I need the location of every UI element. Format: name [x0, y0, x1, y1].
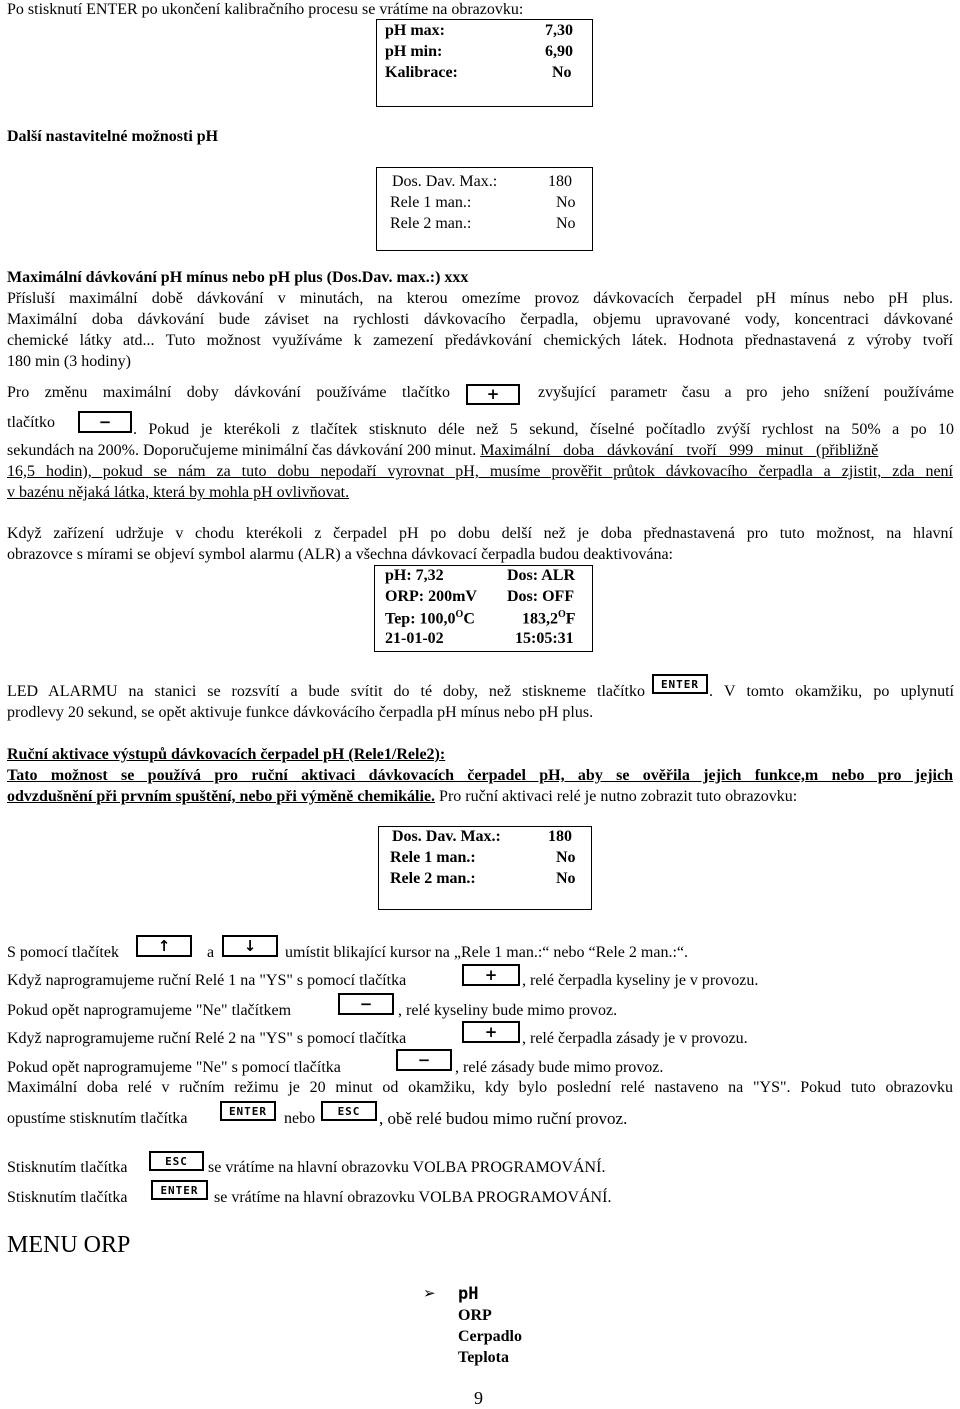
degree-sign: O [558, 609, 566, 620]
max-dosing-line-9: v bazénu nějaká látka, která by mohla pH ovlivňovat. [7, 484, 350, 501]
alarm-screen-right-1: Dos: OFF [507, 588, 575, 605]
max-dosing-line-5a: Pro změnu maximální doby dávkování používáme tlačítko [7, 384, 450, 401]
s1-b: a [207, 944, 215, 961]
enter-key-button[interactable] [652, 674, 708, 694]
menu-orp-heading: MENU ORP [7, 1232, 131, 1258]
max-dosing-line-7a: sekundách na 200%. Doporučujeme minimální čas dávkování 200 minut. [7, 442, 481, 459]
enter-icon: ENTER [160, 1183, 199, 1197]
manual-screen-label-1: Rele 1 man.: [390, 849, 476, 866]
esc-icon: ESC [337, 1104, 361, 1118]
s9-a: Stisknutím tlačítka [7, 1189, 128, 1206]
s2-a: Když naprogramujeme ruční Relé 1 na "YS" s pomocí tlačítka [7, 972, 407, 989]
s4-a: Když naprogramujeme ruční Relé 2 na "YS" s pomocí tlačítka [7, 1030, 407, 1047]
enter-icon: ENTER [660, 677, 700, 691]
minus-icon: − [417, 1050, 431, 1069]
screen2-label-0: Dos. Dav. Max.: [392, 173, 498, 190]
led-line-b: . V tomto okamžiku, po uplynutí [709, 683, 954, 700]
page-number: 9 [474, 1388, 483, 1408]
s9-b: se vrátíme na hlavní obrazovku VOLBA PROGRAMOVÁNÍ. [214, 1189, 612, 1206]
screen2-label-2: Rele 2 man.: [390, 215, 472, 232]
plus-key-button[interactable] [466, 384, 520, 405]
manual-line-2-rest: Pro ruční aktivaci relé je nutno zobrazit tuto obrazovku: [435, 788, 798, 805]
enter-key-button-3[interactable] [151, 1180, 208, 1200]
led-line-a: LED ALARMU na stanici se rozsvítí a bude svítit do té doby, než stiskneme tlačítko [7, 683, 645, 700]
alarm-screen-left-0: pH: 7,32 [385, 567, 444, 584]
max-dosing-line-7 [7, 441, 878, 461]
plus-key-button-2[interactable] [462, 964, 520, 986]
temp-f-unit: F [565, 610, 576, 628]
s1-c: umístit blikající kursor na „Rele 1 man.:“ nebo “Rele 2 man.:“. [285, 944, 688, 961]
manual-screen-value-0: 180 [548, 828, 572, 845]
screen2-value-2: No [556, 215, 576, 232]
manual-heading: Ruční aktivace výstupů dávkovacích čerpadel pH (Rele1/Rele2): [7, 746, 446, 763]
arrow-up-icon: ↑ [157, 936, 171, 955]
esc-key-button-2[interactable] [149, 1151, 204, 1171]
max-dosing-line-3: chemické látky atd... Tuto možnost využíváme k zamezení předávkování chemických látek. Hodnota přednastavená z výroby tvoří [7, 332, 953, 349]
manual-screen-value-2: No [556, 870, 576, 887]
menu-item-orp[interactable]: ORP [458, 1307, 492, 1324]
s6: Maximální doba relé v ručním režimu je 20 minut od okamžiku, kdy bylo poslední relé nastaveno na "YS". Pokud tuto obrazovku [7, 1079, 953, 1096]
plus-icon: + [484, 965, 498, 984]
alarm-screen-left-3: 21-01-02 [385, 630, 444, 647]
screen1-label-2: Kalibrace: [385, 64, 458, 81]
manual-line-2-bold: odvzdušnění při prvním spuštění, nebo při výměně chemikálie. [7, 788, 436, 805]
minus-key-button-2[interactable] [338, 993, 394, 1015]
screen1-value-2: No [552, 64, 572, 81]
manual-screen-value-1: No [556, 849, 576, 866]
esc-icon: ESC [165, 1154, 188, 1168]
alarm-screen-left-1: ORP: 200mV [385, 588, 477, 605]
manual-screen-label-0: Dos. Dav. Max.: [392, 828, 501, 845]
s8-b: se vrátíme na hlavní obrazovku VOLBA PROGRAMOVÁNÍ. [208, 1159, 606, 1176]
menu-item-cerpadlo[interactable]: Cerpadlo [458, 1328, 522, 1345]
menu-item-ph[interactable]: pH [458, 1284, 479, 1304]
led-line-c: prodlevy 20 sekund, se opět aktivuje funkce dávkovácího čerpadla pH mínus nebo pH plus. [7, 704, 594, 721]
plus-icon: + [486, 385, 500, 403]
s2-b: , relé čerpadla kyseliny je v provozu. [522, 972, 759, 989]
max-dosing-line-6a: tlačítko [7, 414, 55, 431]
alarm-screen-right-2 [522, 609, 576, 628]
plus-icon: + [484, 1022, 498, 1041]
alarm-screen-left-2 [385, 609, 475, 628]
intro-line: Po stisknutí ENTER po ukončení kalibračního procesu se vrátíme na obrazovku: [7, 1, 524, 18]
s7-c: , obě relé budou mimo ruční provoz. [379, 1109, 628, 1128]
down-key-button[interactable] [222, 935, 278, 957]
s7-b: nebo [284, 1110, 316, 1127]
screen1-label-0: pH max: [385, 22, 445, 39]
max-dosing-line-5b: zvyšující parametr času a pro jeho snížení používáme [538, 384, 954, 401]
alarm-line-1: Když zařízení udržuje v chodu kterékoli z čerpadel pH po dobu delší než je doba přednastavená pro tuto možnost, na hlavní [7, 525, 953, 542]
s5-a: Pokud opět naprogramujeme "Ne" s pomocí tlačítka [7, 1059, 341, 1076]
manual-screen-label-2: Rele 2 man.: [390, 870, 476, 887]
alarm-screen-right-3: 15:05:31 [515, 630, 574, 647]
bullet-arrow-icon: ➢ [423, 1284, 436, 1302]
screen2-value-0: 180 [548, 173, 572, 190]
s3-a: Pokud opět naprogramujeme "Ne" tlačítkem [7, 1002, 292, 1019]
temp-c-unit: C [463, 610, 475, 628]
minus-key-button-3[interactable] [396, 1049, 452, 1071]
temp-c-value: Tep: 100,0 [385, 610, 456, 628]
menu-item-teplota[interactable]: Teplota [458, 1349, 509, 1366]
minus-key-button[interactable] [78, 411, 132, 433]
screen1-value-0: 7,30 [545, 22, 573, 39]
s4-b: , relé čerpadla zásady je v provozu. [522, 1030, 748, 1047]
s5-b: , relé zásady bude mimo provoz. [455, 1059, 664, 1076]
screen1-value-1: 6,90 [545, 43, 573, 60]
screen2-label-1: Rele 1 man.: [390, 194, 472, 211]
enter-key-button-2[interactable] [220, 1101, 276, 1121]
max-dosing-line-7b: Maximální doba dávkování tvoří 999 minut (přibližně [480, 442, 879, 459]
manual-line-2 [7, 787, 797, 807]
max-dosing-heading: Maximální dávkování pH mínus nebo pH plus (Dos.Dav. max.:) xxx [7, 269, 469, 286]
other-options-heading: Další nastavitelné možnosti pH [7, 128, 219, 145]
max-dosing-line-4: 180 min (3 hodiny) [7, 353, 131, 370]
screen1-label-1: pH min: [385, 43, 443, 60]
arrow-down-icon: ↓ [243, 936, 257, 955]
s8-a: Stisknutím tlačítka [7, 1159, 128, 1176]
enter-icon: ENTER [228, 1104, 268, 1118]
alarm-screen-right-0: Dos: ALR [507, 567, 576, 584]
manual-line-1: Tato možnost se používá pro ruční aktivaci dávkovacích čerpadel pH, aby se ověřila jejich funkce,m nebo pro jejich [7, 767, 953, 784]
esc-key-button[interactable] [321, 1101, 377, 1121]
temp-f-value: 183,2 [522, 610, 558, 628]
max-dosing-line-1: Přísluší maximální době dávkování v minutách, na kterou omezíme provoz dávkovacích čerpadel pH mínus nebo pH plus. [7, 290, 953, 307]
s7-a: opustíme stisknutím tlačítka [7, 1110, 188, 1127]
s1-a: S pomocí tlačítek [7, 944, 119, 961]
screen2-value-1: No [556, 194, 576, 211]
degree-sign: O [455, 609, 464, 620]
minus-icon: − [98, 412, 112, 431]
plus-key-button-3[interactable] [462, 1021, 520, 1043]
s3-b: , relé kyseliny bude mimo provoz. [398, 1002, 618, 1019]
max-dosing-line-6b: . Pokud je kterékoli z tlačítek stisknuto déle než 5 sekund, číselné počítadlo zvýší rychlost na 50% a po 10 [133, 421, 954, 438]
alarm-line-2: obrazovce s mírami se objeví symbol alarmu (ALR) a všechna dávkovací čerpadla budou deaktivována: [7, 546, 673, 563]
minus-icon: − [359, 994, 373, 1013]
max-dosing-line-8: 16,5 hodin), pokud se nám za tuto dobu nepodaří vyrovnat pH, musíme prověřit průtok dávkovacího čerpadla a zjistit, zda není [7, 463, 953, 480]
max-dosing-line-2: Maximální doba dávkování bude záviset na rychlosti dávkovacího čerpadla, objemu upravované vody, koncentraci dávkované [7, 311, 953, 328]
up-key-button[interactable] [136, 935, 192, 957]
